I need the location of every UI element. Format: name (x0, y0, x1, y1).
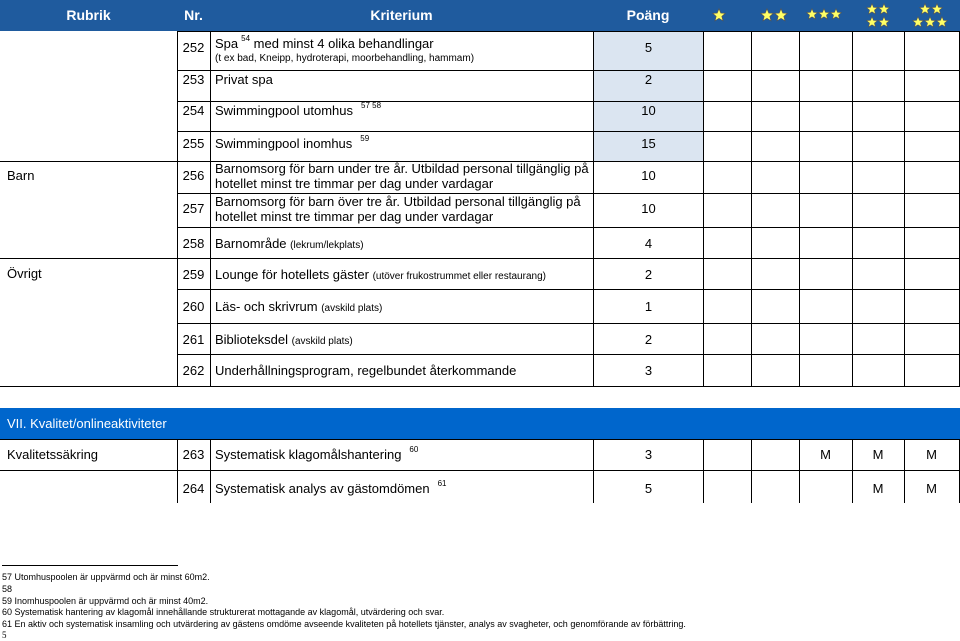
row-257-line1: Barnomsorg för barn över tre år. Utbildad personal tillgänglig på (215, 194, 581, 209)
row-257-points: 10 (641, 201, 656, 216)
row-256-line1: Barnomsorg för barn under tre år. Utbildad personal tillgänglig på (215, 161, 589, 176)
row-255-text: Swimmingpool inomhus $^{59}$ (215, 134, 370, 151)
footnote-separator (2, 565, 178, 566)
row-263-nr: 263 (182, 447, 205, 462)
row-256-nr: 256 (182, 168, 205, 183)
header-kriterium: Kriterium (210, 0, 593, 31)
row-256-line2: hotellet minst tre timmar per dag under vardagar (215, 176, 494, 191)
row-261-points: 2 (644, 332, 653, 347)
row-254-text: Swimmingpool utomhus $^{57 58}$ (215, 101, 382, 118)
rubrik-ovrigt: Övrigt (7, 266, 42, 281)
rubrik-kvalitetssakring: Kvalitetssäkring (7, 447, 99, 462)
row-262-nr: 262 (182, 363, 205, 378)
row-259-text: Lounge för hotellets gäster (utöver frukostrummet eller restaurang) (215, 267, 546, 282)
row-255-nr: 255 (182, 136, 205, 151)
star-4-icon (866, 3, 890, 29)
row-252-points: 5 (644, 40, 653, 55)
header-rubrik: Rubrik (0, 0, 177, 31)
footnote-61: 61 En aktiv och systematisk insamling och utvärdering av gästens omdöme avseende kvaliteten på hotellets tjänster, analys av svagheter, och genomförande av förbättring. (2, 619, 686, 629)
header-poang: Poäng (593, 0, 703, 31)
row-257-nr: 257 (182, 201, 205, 216)
row-255-points: 15 (641, 136, 656, 151)
row-259-nr: 259 (182, 267, 205, 282)
row-252-sub: (t ex bad, Kneipp, hydroterapi, moorbehandling, hammam) (215, 53, 475, 64)
row-252-nr: 252 (182, 40, 205, 55)
row-254-nr: 254 (182, 103, 205, 118)
row-262-text: Underhållningsprogram, regelbundet återkommande (215, 363, 517, 378)
row-260-points: 1 (644, 299, 653, 314)
row-258-points: 4 (644, 236, 653, 251)
row-264-m-5star: M (926, 481, 937, 496)
row-264-points: 5 (644, 481, 653, 496)
row-256-points: 10 (641, 168, 656, 183)
row-263-m-4star: M (872, 447, 884, 462)
footnote-58: 58 (2, 584, 13, 594)
row-258-nr: 258 (182, 236, 205, 251)
row-263-points: 3 (644, 447, 653, 462)
row-263-m-3star: M (820, 447, 831, 462)
row-254-points: 10 (641, 103, 656, 118)
row-262-points: 3 (644, 363, 653, 378)
star-5-icon (912, 3, 950, 29)
row-264-nr: 264 (182, 481, 205, 496)
row-264-m-4star: M (872, 481, 884, 496)
row-260-nr: 260 (182, 299, 205, 314)
row-261-text: Biblioteksdel (avskild plats) (215, 332, 353, 347)
row-253-nr: 253 (182, 72, 205, 87)
section-vii-title: VII. Kvalitet/onlineaktiviteter (0, 408, 960, 439)
row-264-text: Systematisk analys av gästomdömen $^{61}$ (215, 479, 447, 496)
row-253-points: 2 (644, 72, 653, 87)
footnote-57: 57 Utomhuspoolen är uppvärmd och är minst 60m2. (2, 572, 210, 582)
row-259-points: 2 (644, 267, 653, 282)
row-263-m-5star: M (926, 447, 937, 462)
footnote-60: 60 Systematisk hantering av klagomål innehållande strukturerat mottagande av klagomål, utvärdering och svar. (2, 607, 445, 617)
row-263-text: Systematisk klagomålshantering $^{60}$ (215, 445, 419, 462)
star-2-icon (760, 8, 788, 22)
row-258-text: Barnområde (lekrum/lekplats) (215, 236, 364, 251)
star-3-icon (806, 8, 842, 21)
row-253-text: Privat spa (215, 72, 273, 87)
row-260-text: Läs- och skrivrum (avskild plats) (215, 299, 383, 314)
header-nr: Nr. (177, 0, 210, 31)
page-number: 5 (2, 630, 7, 640)
row-257-line2: hotellet minst tre timmar per dag under vardagar (215, 209, 494, 224)
footnote-59: 59 Inomhuspoolen är uppvärmd och är minst 40m2. (2, 596, 209, 606)
row-252-text: Spa $^{54}$ med minst 4 olika behandlingar (215, 34, 434, 51)
star-1-icon (712, 8, 726, 22)
rubrik-barn: Barn (7, 168, 35, 183)
row-261-nr: 261 (182, 332, 205, 347)
